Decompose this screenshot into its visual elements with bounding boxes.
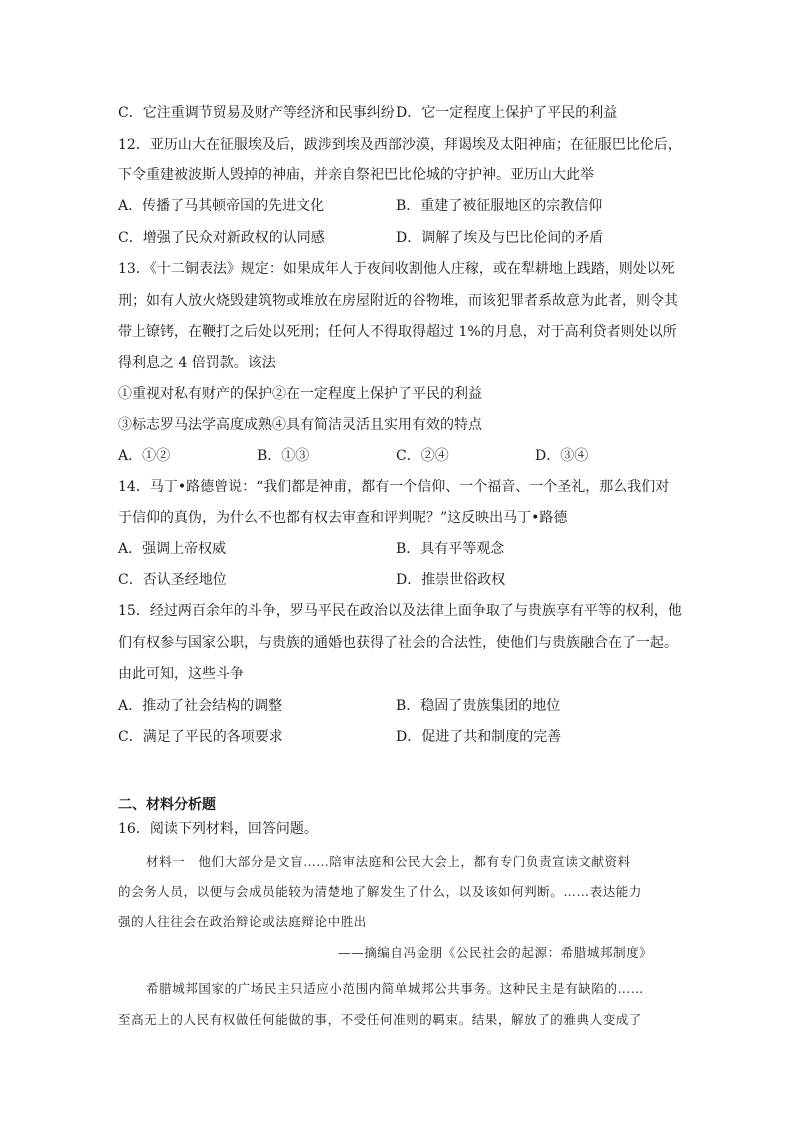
- q13-stem-line-1: 13．《十二铜表法》规定：如果成年人于夜间收割他人庄稼，或在犁耕地上践踏，则处以死: [118, 261, 675, 277]
- q12-option-c: C．增强了民众对新政权的认同感: [118, 230, 325, 246]
- q12-option-a: A．传播了马其顿帝国的先进文化: [118, 198, 325, 214]
- q13-stem-line-2: 刑；如有人放火烧毁建筑物或堆放在房屋附近的谷物堆，而该犯罪者系故意为此者，则令其: [118, 293, 678, 309]
- q13-option-b: B．①③: [257, 448, 310, 464]
- material1-line-2: 的会务人员，以便与会成员能较为清楚地了解发生了什么，以及该如何判断。……表达能力: [118, 884, 643, 899]
- q12-stem-line-2: 下令重建被波斯人毁掉的神庙，并亲自祭祀巴比伦城的守护神。亚历山大此举: [118, 167, 594, 183]
- q15-option-a: A．推动了社会结构的调整: [118, 698, 283, 714]
- q11-option-d: D．它一定程度上保护了平民的利益: [396, 105, 618, 121]
- section-title: 二、材料分析题: [118, 797, 216, 813]
- q15-stem-line-2: 们有权参与国家公职，与贵族的通婚也获得了社会的合法性，使他们与贵族融合在了一起。: [118, 635, 678, 651]
- q12-stem-line-1: 12．亚历山大在征服埃及后，跋涉到埃及西部沙漠，拜谒埃及太阳神庙；在征服巴比伦后，: [118, 137, 682, 153]
- q13-stem-line-4: 得利息之 4 倍罚款。该法: [118, 355, 276, 371]
- material2-line-2: 至高无上的人民有权做任何能做的事，不受任何准则的羁束。结果，解放了的雅典人变成了: [118, 1012, 643, 1027]
- q16-intro: 16．阅读下列材料，回答问题。: [118, 821, 318, 837]
- q14-option-b: B．具有平等观念: [396, 541, 505, 557]
- material1-line-3: 强的人往往会在政治辩论或法庭辩论中胜出: [118, 914, 367, 929]
- q13-option-a: A．①②: [118, 448, 171, 464]
- q13-option-d: D．③④: [535, 448, 589, 464]
- q12-option-b: B．重建了被征服地区的宗教信仰: [396, 198, 603, 214]
- q13-statements-2: ③标志罗马法学高度成熟④具有简洁灵活且实用有效的特点: [118, 417, 482, 433]
- q13-stem-line-3: 带上镣铐，在鞭打之后处以死刑；任何人不得取得超过 1%的月息，对于高利贷者则处以所: [118, 324, 677, 340]
- material1-source: ——摘编自冯金朋《公民社会的起源：希腊城邦制度》: [338, 945, 653, 960]
- q15-stem-line-1: 15．经过两百余年的斗争，罗马平民在政治以及法律上面争取了与贵族享有平等的权利，他: [118, 603, 682, 619]
- q13-option-c: C．②④: [396, 448, 449, 464]
- q14-option-a: A．强调上帝权威: [118, 541, 227, 557]
- q15-option-c: C．满足了平民的各项要求: [118, 729, 283, 745]
- q13-statements-1: ①重视对私有财产的保护②在一定程度上保护了平民的利益: [118, 386, 482, 402]
- q15-option-b: B．稳固了贵族集团的地位: [396, 698, 561, 714]
- q14-option-c: C．否认圣经地位: [118, 572, 227, 588]
- material1-line-1: 材料一 他们大部分是文盲……陪审法庭和公民大会上，都有专门负责宣读文献资料: [146, 854, 631, 869]
- q14-stem-line-1: 14．马丁•路德曾说：“我们都是神甫，都有一个信仰、一个福音、一个圣礼，那么我们对: [118, 479, 670, 495]
- q15-stem-line-3: 由此可知，这些斗争: [118, 666, 244, 682]
- q14-option-d: D．推崇世俗政权: [396, 572, 506, 588]
- q11-option-c: C．它注重调节贸易及财产等经济和民事纠纷: [118, 105, 395, 121]
- q12-option-d: D．调解了埃及与巴比伦间的矛盾: [396, 230, 604, 246]
- q14-stem-line-2: 于信仰的真伪，为什么不也都有权去审查和评判呢？”这反映出马丁•路德: [118, 510, 568, 526]
- material2-line-1: 希腊城邦国家的广场民主只适应小范围内简单城邦公共事务。这种民主是有缺陷的……: [146, 981, 644, 996]
- q15-option-d: D．促进了共和制度的完善: [396, 729, 562, 745]
